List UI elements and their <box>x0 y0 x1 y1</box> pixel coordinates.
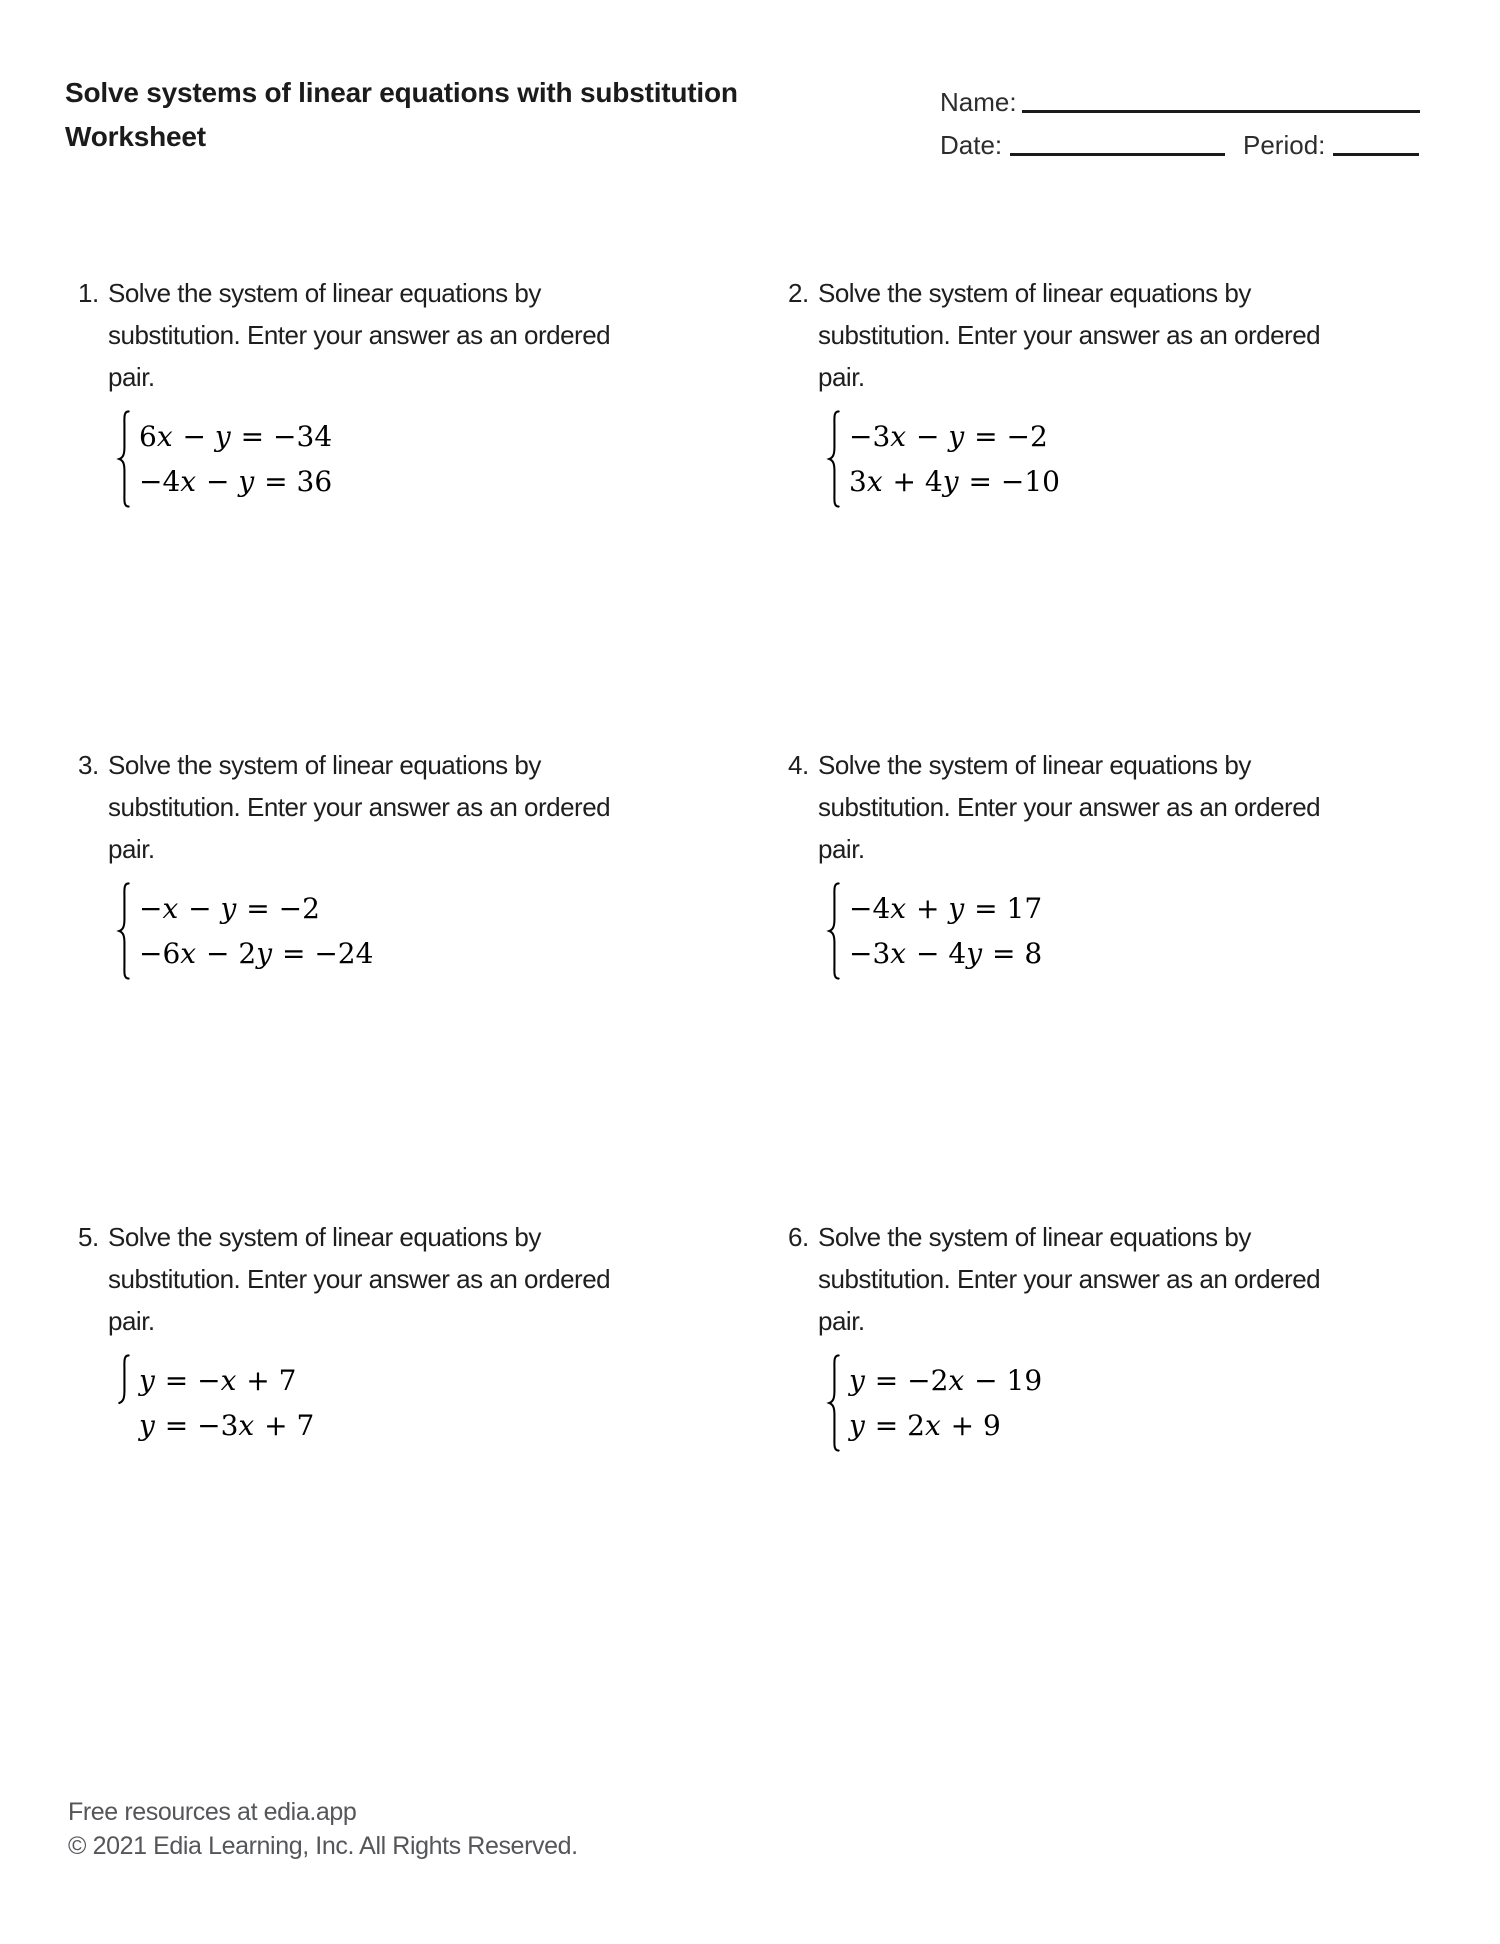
prompt-line: pair. <box>108 362 155 392</box>
equation: 6x − y = −34 <box>139 420 333 453</box>
curly-brace-icon <box>826 882 841 980</box>
worksheet-title <box>65 71 738 159</box>
equation: y = 2x + 9 <box>849 1409 1001 1442</box>
equation: −3x − y = −2 <box>849 420 1048 453</box>
prompt-line: substitution. Enter your answer as an ordered <box>818 792 1321 822</box>
equations <box>139 1358 314 1448</box>
problem-1 <box>78 272 758 508</box>
equation: −3x − 4y = 8 <box>849 937 1043 970</box>
equation: −4x + y = 17 <box>849 892 1043 925</box>
problem-prompt <box>818 1216 1468 1342</box>
equation: −4x − y = 36 <box>139 465 333 498</box>
problem-4 <box>788 744 1468 980</box>
prompt-line: Solve the system of linear equations by <box>818 278 1251 308</box>
curly-brace-icon <box>116 410 131 508</box>
equation: y = −3x + 7 <box>139 1409 315 1442</box>
equation-system <box>116 410 758 508</box>
date-label: Date: <box>940 130 1003 160</box>
prompt-line: pair. <box>108 834 155 864</box>
footer-resources-text: Free resources at edia.app <box>68 1798 357 1826</box>
prompt-line: substitution. Enter your answer as an ordered <box>818 320 1321 350</box>
period-blank-line <box>1333 153 1419 156</box>
equation-system <box>826 410 1468 508</box>
problem-prompt <box>818 744 1468 870</box>
prompt-line: Solve the system of linear equations by <box>818 1222 1251 1252</box>
problem-number: 4. <box>788 750 809 780</box>
problem-prompt <box>818 272 1468 398</box>
problem-3 <box>78 744 758 980</box>
equation-system <box>826 882 1468 980</box>
period-label: Period: <box>1243 130 1326 160</box>
equations <box>849 414 1060 504</box>
prompt-line: Solve the system of linear equations by <box>818 750 1251 780</box>
equations <box>139 886 373 976</box>
prompt-line: Solve the system of linear equations by <box>108 278 541 308</box>
problem-number: 6. <box>788 1222 809 1252</box>
curly-brace-icon <box>116 882 131 980</box>
prompt-line: substitution. Enter your answer as an ordered <box>108 1264 611 1294</box>
worksheet-title-line1: Solve systems of linear equations with substitution <box>65 77 738 108</box>
prompt-line: pair. <box>108 1306 155 1336</box>
problem-2 <box>788 272 1468 508</box>
curly-brace-icon <box>826 410 841 508</box>
prompt-line: pair. <box>818 1306 865 1336</box>
equation: −6x − 2y = −24 <box>139 937 374 970</box>
prompt-line: substitution. Enter your answer as an ordered <box>108 320 611 350</box>
prompt-line: substitution. Enter your answer as an ordered <box>108 792 611 822</box>
equations <box>849 1358 1042 1448</box>
prompt-line: pair. <box>818 362 865 392</box>
prompt-line: pair. <box>818 834 865 864</box>
equation: y = −x + 7 <box>139 1364 297 1397</box>
date-blank-line <box>1010 153 1225 156</box>
equation: −x − y = −2 <box>139 892 320 925</box>
curly-brace-icon <box>116 1354 131 1452</box>
name-blank-line <box>1022 110 1420 113</box>
equation-system <box>116 882 758 980</box>
prompt-line: substitution. Enter your answer as an ordered <box>818 1264 1321 1294</box>
problem-number: 5. <box>78 1222 99 1252</box>
worksheet-title-line2: Worksheet <box>65 121 206 152</box>
footer-copyright-text: © 2021 Edia Learning, Inc. All Rights Reserved. <box>68 1832 578 1860</box>
equation-system <box>826 1354 1468 1452</box>
curly-brace-icon <box>826 1354 841 1452</box>
problem-prompt <box>108 272 758 398</box>
equations <box>139 414 332 504</box>
problem-number: 1. <box>78 278 99 308</box>
prompt-line: Solve the system of linear equations by <box>108 1222 541 1252</box>
page-footer <box>68 1795 578 1863</box>
equation: 3x + 4y = −10 <box>849 465 1060 498</box>
problem-prompt <box>108 744 758 870</box>
prompt-line: Solve the system of linear equations by <box>108 750 541 780</box>
equation: y = −2x − 19 <box>849 1364 1043 1397</box>
problem-number: 2. <box>788 278 809 308</box>
name-label: Name: <box>940 87 1017 117</box>
problem-6 <box>788 1216 1468 1452</box>
equations <box>849 886 1042 976</box>
problem-number: 3. <box>78 750 99 780</box>
problem-prompt <box>108 1216 758 1342</box>
problem-5 <box>78 1216 758 1452</box>
equation-system <box>116 1354 758 1452</box>
